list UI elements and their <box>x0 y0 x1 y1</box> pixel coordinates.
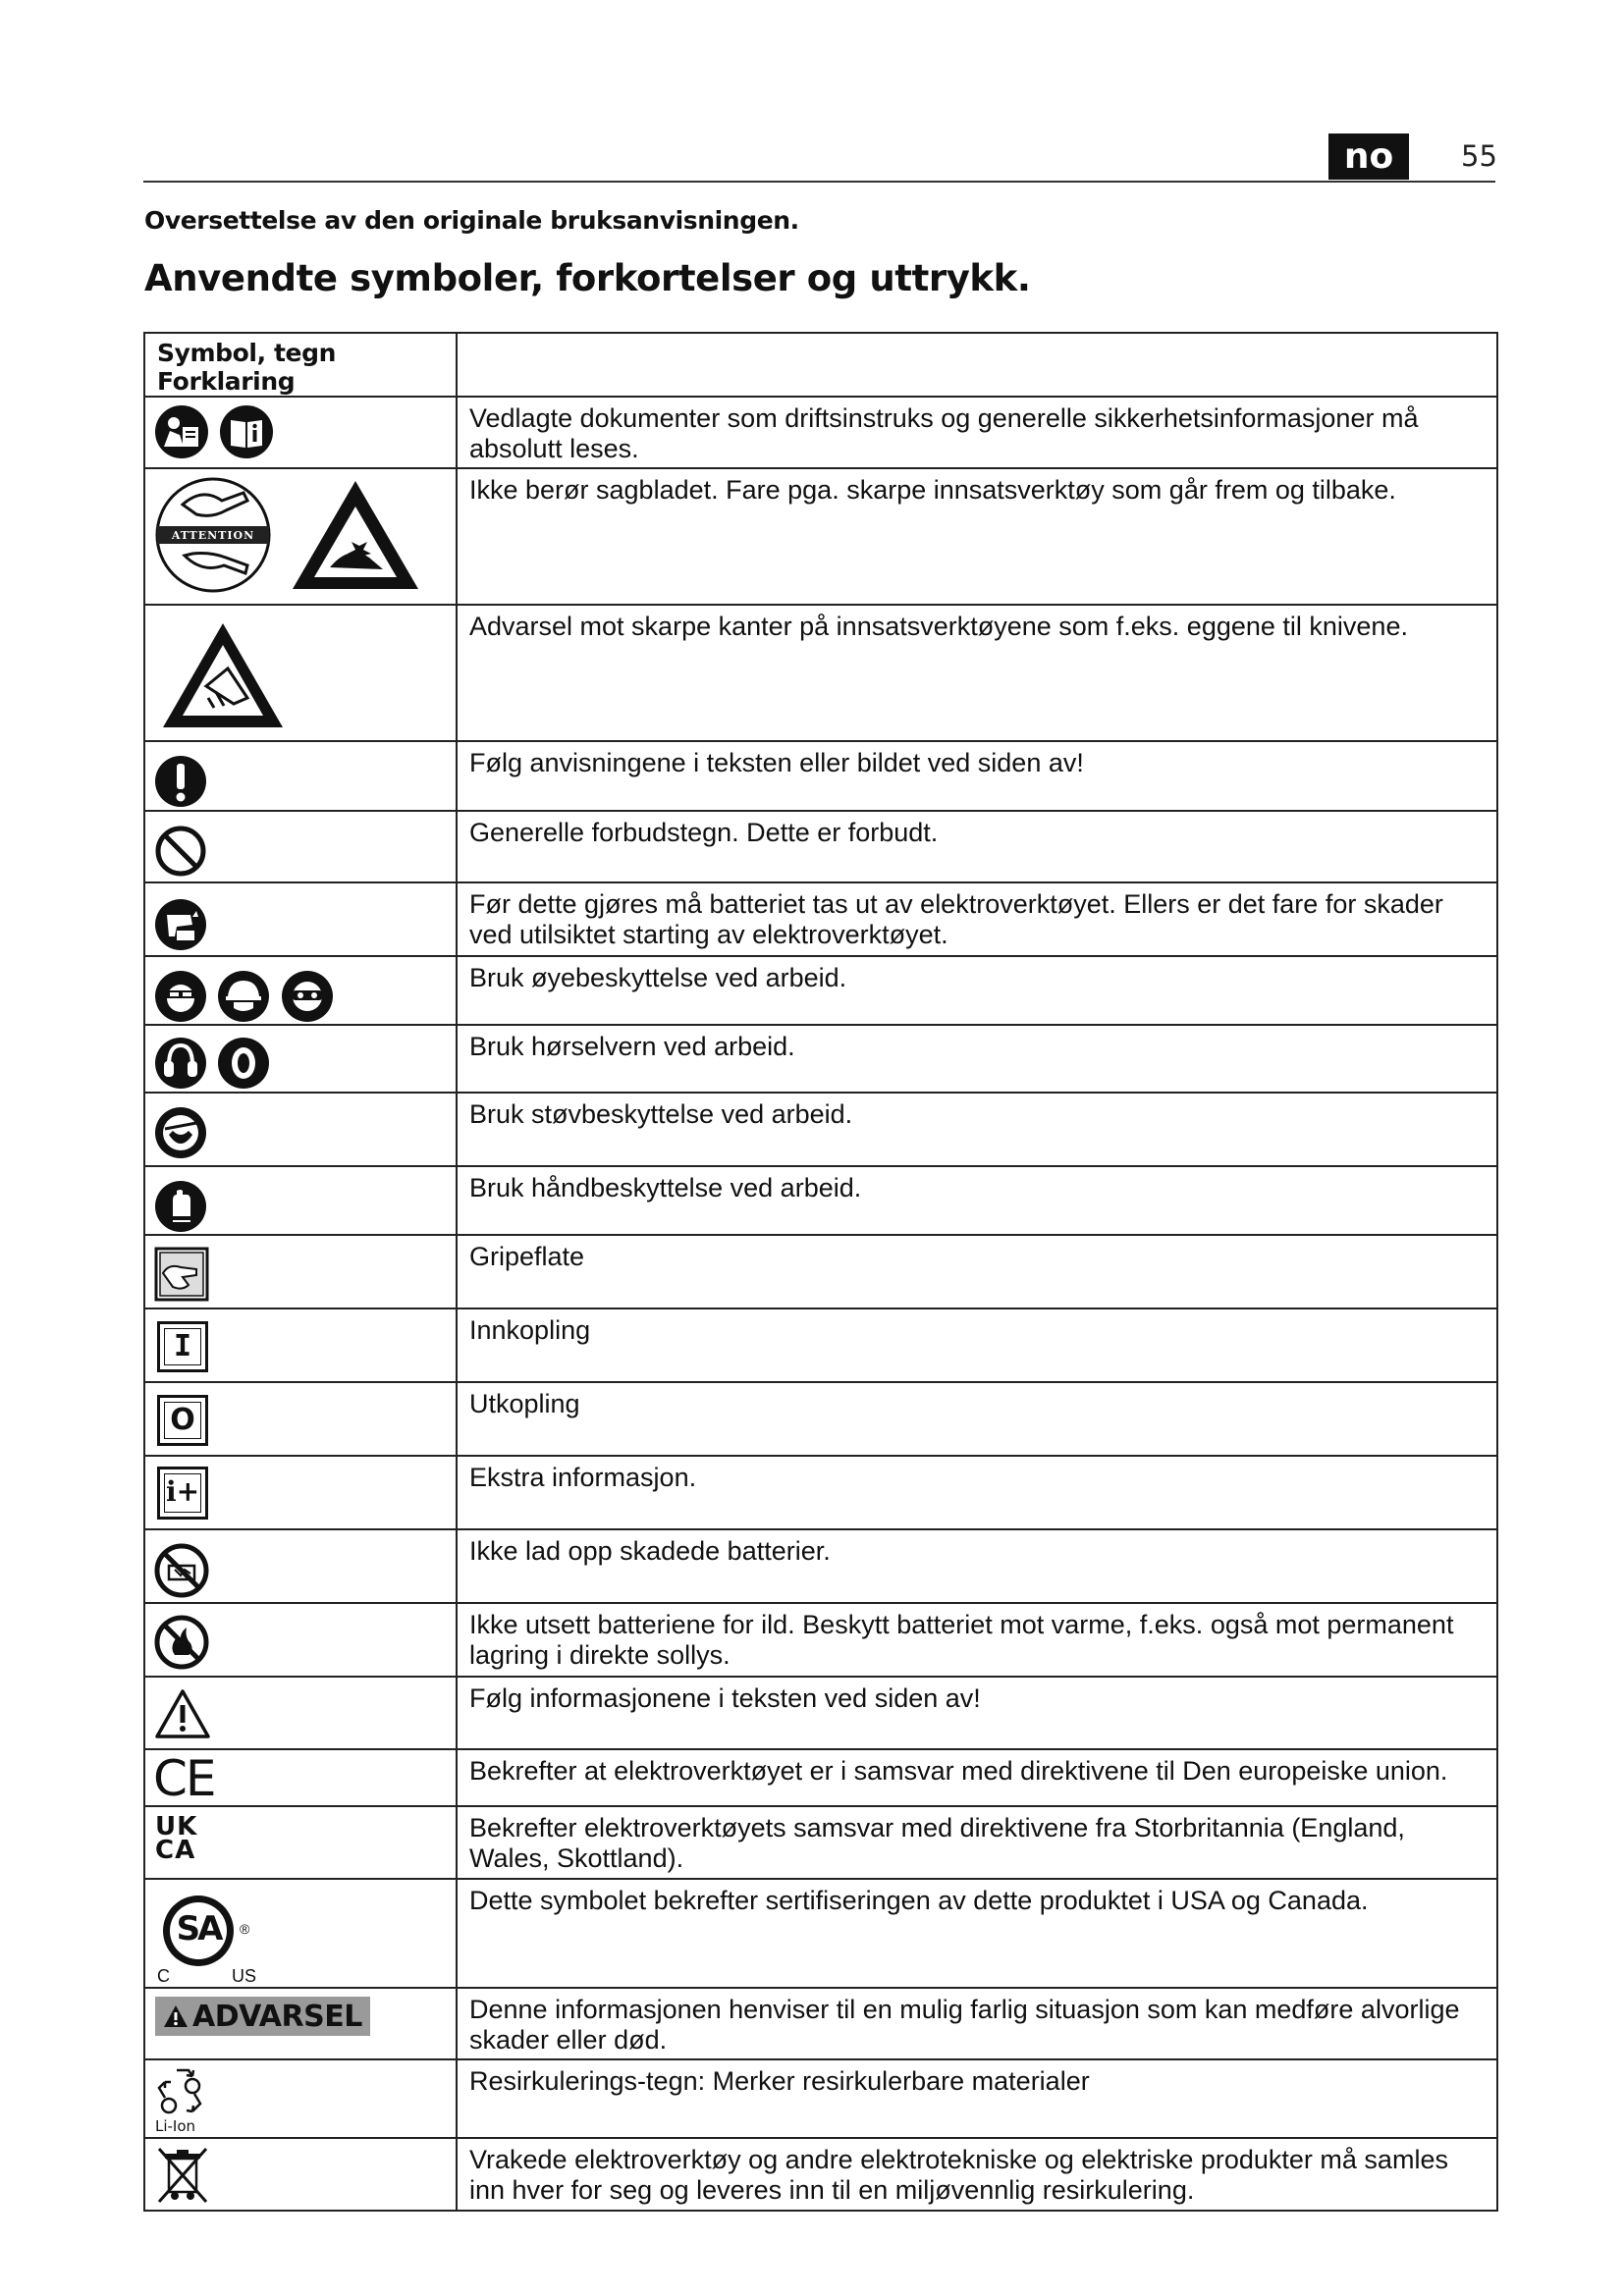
explanation-cell: Før dette gjøres må batteriet tas ut av elektroverktøyet. Ellers er det fare for skader ved utilsiktet starting av elektroverktøyet. <box>457 882 1497 956</box>
table-row <box>144 1456 1497 1529</box>
explanation-cell: Resirkulerings-tegn: Merker resirkulerbare materialer <box>457 2059 1497 2138</box>
gloves-icon <box>153 1179 208 1234</box>
symbol-cell <box>144 1749 457 1806</box>
grip-surface-icon <box>153 1246 210 1303</box>
table-row <box>144 1025 1497 1093</box>
explanation-cell: Gripeflate <box>457 1235 1497 1308</box>
symbol-cell <box>144 1382 457 1456</box>
recycling-li-ion-icon <box>155 2064 210 2135</box>
table-row <box>144 605 1497 741</box>
warning-triangle-icon <box>153 1687 212 1740</box>
explanation-cell: Følg informasjonene i teksten ved siden av! <box>457 1677 1497 1749</box>
symbol-cell <box>144 468 457 605</box>
explanation-cell: Dette symbolet bekrefter sertifiseringen av dette produktet i USA og Canada. <box>457 1879 1497 1988</box>
symbol-cell <box>144 1308 457 1382</box>
explanation-cell: Bekrefter at elektroverktøyet er i samsvar med direktivene til Den europeiske union. <box>457 1749 1497 1806</box>
table-row <box>144 1093 1497 1166</box>
safety-helmet-icon <box>216 969 271 1024</box>
ukca-mark-bottom: CA <box>155 1836 196 1865</box>
dust-mask-icon <box>153 1105 208 1160</box>
prohibition-icon <box>153 824 208 879</box>
switch-off-icon <box>157 1395 208 1446</box>
explanation-cell: Bruk håndbeskyttelse ved arbeid. <box>457 1166 1497 1235</box>
read-manual-icon <box>153 403 210 460</box>
extra-info-symbol: i+ <box>165 1475 200 1508</box>
table-row <box>144 468 1497 605</box>
symbol-cell <box>144 1879 457 1988</box>
switch-off-symbol: O <box>170 1403 195 1437</box>
attention-label: ATTENTION <box>171 529 255 542</box>
symbol-cell <box>144 1806 457 1879</box>
table-row <box>144 397 1497 468</box>
header-rule <box>143 181 1495 183</box>
table-row <box>144 1166 1497 1235</box>
table-row <box>144 1806 1497 1879</box>
table-row <box>144 1988 1497 2059</box>
explanation-cell: Følg anvisningene i teksten eller bildet ved siden av! <box>457 741 1497 811</box>
explanation-cell: Advarsel mot skarpe kanter på innsatsverktøyene som f.eks. eggene til knivene. <box>457 605 1497 741</box>
mandatory-exclamation-icon <box>153 754 208 809</box>
explanation-cell: Bekrefter elektroverktøyets samsvar med direktivene fra Storbritannia (England, Wales, Skottland). <box>457 1806 1497 1879</box>
table-row <box>144 2138 1497 2211</box>
csa-mark-letters: SA <box>176 1909 221 1949</box>
face-shield-icon <box>153 969 208 1024</box>
table-row <box>144 1382 1497 1456</box>
symbols-table <box>143 332 1498 2212</box>
ear-protection-alt-icon <box>216 1036 271 1091</box>
column-header-explanation <box>457 333 1497 397</box>
symbol-cell <box>144 956 457 1025</box>
table-row <box>144 1749 1497 1806</box>
csa-mark-icon <box>153 1888 271 1984</box>
table-row <box>144 1603 1497 1677</box>
page-number: 55 <box>1461 139 1497 173</box>
crossed-bin-icon <box>155 2145 210 2206</box>
csa-mark-c: C <box>157 1966 170 1986</box>
explanation-cell: Bruk øyebeskyttelse ved arbeid. <box>457 956 1497 1025</box>
symbol-cell <box>144 1677 457 1749</box>
explanation-cell: Ikke lad opp skadede batterier. <box>457 1529 1497 1603</box>
table-row <box>144 1677 1497 1749</box>
symbol-cell <box>144 2138 457 2211</box>
advarsel-label-icon <box>155 1997 370 2036</box>
csa-mark-us: US <box>232 1966 257 1986</box>
switch-on-symbol: I <box>173 1329 192 1363</box>
explanation-cell: Generelle forbudstegn. Dette er forbudt. <box>457 811 1497 882</box>
page-title: Anvendte symboler, forkortelser og uttrykk. <box>144 257 1031 299</box>
explanation-cell: Vrakede elektroverktøy og andre elektrotekniske og elektriske produkter må samles inn hver for seg og leveres inn til en miljøvennlig resirkulering. <box>457 2138 1497 2211</box>
explanation-cell: Ikke utsett batteriene for ild. Beskytt batteriet mot varme, f.eks. også mot permanent lagring i direkte sollys. <box>457 1603 1497 1677</box>
advarsel-label-text: ADVARSEL <box>192 1999 362 2034</box>
language-badge: no <box>1328 133 1409 180</box>
table-row <box>144 811 1497 882</box>
table-header-row <box>144 333 1497 397</box>
symbol-cell <box>144 882 457 956</box>
ukca-mark-top: UK <box>155 1812 198 1842</box>
symbol-cell <box>144 811 457 882</box>
table-row <box>144 882 1497 956</box>
symbol-cell <box>144 1988 457 2059</box>
symbol-cell <box>144 1093 457 1166</box>
explanation-cell: Ikke berør sagbladet. Fare pga. skarpe innsatsverktøy som går frem og tilbake. <box>457 468 1497 605</box>
column-header-symbol: Symbol, tegn Forklaring <box>144 333 457 397</box>
symbol-cell <box>144 1456 457 1529</box>
li-ion-label: Li-Ion <box>155 2117 196 2135</box>
sharp-tool-warning-icon <box>287 475 424 595</box>
explanation-cell: Innkopling <box>457 1308 1497 1382</box>
document-subtitle: Oversettelse av den originale bruksanvisningen. <box>144 206 799 235</box>
symbol-cell <box>144 605 457 741</box>
table-row <box>144 1879 1497 1988</box>
explanation-cell: Utkopling <box>457 1382 1497 1456</box>
sharp-edge-warning-icon <box>159 619 287 733</box>
explanation-cell: Bruk støvbeskyttelse ved arbeid. <box>457 1093 1497 1166</box>
explanation-cell: Vedlagte dokumenter som driftsinstruks og generelle sikkerhetsinformasjoner må absolutt leses. <box>457 397 1497 468</box>
symbol-cell <box>144 1603 457 1677</box>
explanation-cell: Bruk hørselvern ved arbeid. <box>457 1025 1497 1093</box>
ce-mark-icon: CE <box>153 1750 215 1807</box>
table-row <box>144 1308 1497 1382</box>
table-row <box>144 1235 1497 1308</box>
symbol-cell <box>144 741 457 811</box>
extra-info-icon <box>157 1467 208 1520</box>
symbol-cell <box>144 1025 457 1093</box>
switch-on-icon <box>157 1321 208 1372</box>
ukca-mark-icon <box>155 1812 198 1865</box>
explanation-cell: Ekstra informasjon. <box>457 1456 1497 1529</box>
remove-battery-icon <box>153 897 208 952</box>
no-charge-damaged-battery-icon <box>153 1542 210 1599</box>
info-book-icon <box>218 403 275 460</box>
table-row <box>144 956 1497 1025</box>
symbol-cell <box>144 397 457 468</box>
table-row <box>144 2059 1497 2138</box>
explanation-cell: Denne informasjonen henviser til en mulig farlig situasjon som kan medføre alvorlige skader eller død. <box>457 1988 1497 2059</box>
symbol-cell <box>144 1166 457 1235</box>
csa-mark-reg: ® <box>240 1921 250 1937</box>
table-row <box>144 741 1497 811</box>
attention-blade-icon <box>153 475 273 595</box>
symbol-cell <box>144 2059 457 2138</box>
safety-goggles-icon <box>280 969 335 1024</box>
no-fire-battery-icon <box>153 1614 210 1671</box>
ear-protection-icon <box>153 1036 208 1091</box>
symbol-cell <box>144 1529 457 1603</box>
symbol-cell <box>144 1235 457 1308</box>
table-row <box>144 1529 1497 1603</box>
